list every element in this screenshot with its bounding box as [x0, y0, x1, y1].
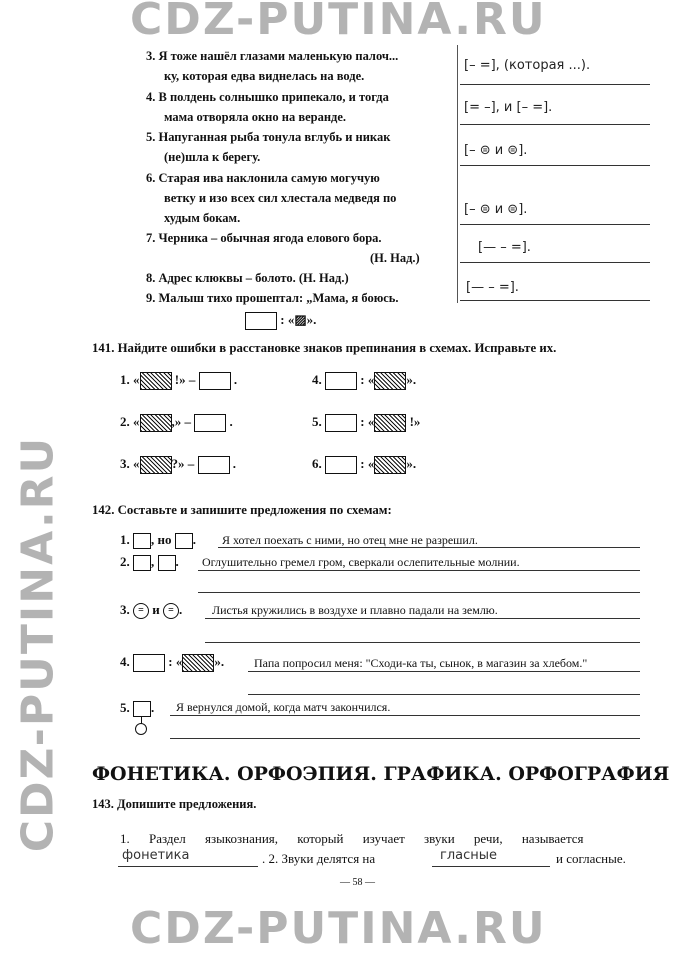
- citation: (Н. Над.): [370, 251, 420, 265]
- sentence-line: худым бокам.: [164, 211, 241, 225]
- watermark: CDZ-PUTINA.RU: [130, 903, 547, 954]
- direct-speech-scheme: [245, 312, 316, 330]
- scheme-item: 4. : « ».: [120, 654, 224, 672]
- handwritten-scheme: [– ⊜ и ⊜].: [464, 143, 528, 158]
- answer-text: Папа попросил меня: "Сходи-ка ты, сынок, в магазин за хлебом.": [254, 656, 588, 670]
- sentence-line: ку, которая едва виднелась на воде.: [164, 69, 365, 83]
- scheme-item: 2. « ,» – .: [120, 414, 233, 432]
- watermark: CDZ-PUTINA.RU: [12, 435, 64, 853]
- scheme-item: 4. : « ».: [312, 372, 416, 390]
- watermark: CDZ-PUTINA.RU: [130, 0, 547, 45]
- sentence-line: 6. Старая ива наклонила самую могучую: [146, 171, 380, 185]
- answer-text: Оглушительно гремел гром, сверкали ослепительные молнии.: [202, 555, 520, 569]
- ex142-title: 142. Составьте и запишите предложения по схемам:: [92, 503, 392, 517]
- answer-text: Я хотел поехать с ними, но отец мне не разрешил.: [222, 533, 478, 547]
- handwritten-scheme: [– ⊜ и ⊜].: [464, 202, 528, 217]
- scheme-item: 5. .: [120, 700, 154, 717]
- sentence-line: 5. Напуганная рыба тонула вглубь и никак: [146, 130, 391, 144]
- handwritten-scheme: [= –], и [– =].: [464, 100, 553, 115]
- handwritten-scheme: [— – =].: [478, 240, 531, 255]
- scheme-item: 3. = и = .: [120, 602, 182, 619]
- scheme-item: 5. : « !»: [312, 414, 420, 432]
- sentence-line: 4. В полдень солнышко припекало, и тогда: [146, 90, 389, 104]
- scheme-item: 1. « !» – .: [120, 372, 237, 390]
- column-divider: [457, 45, 458, 303]
- page-number: — 58 —: [340, 877, 375, 888]
- handwritten-scheme: [– =], (которая ...).: [464, 58, 591, 73]
- scheme-item: 6. : « ».: [312, 456, 416, 474]
- ex143-text: и согласные.: [556, 851, 626, 866]
- scheme-punct: :: [280, 312, 285, 327]
- sentence-line: 8. Адрес клюквы – болото. (Н. Над.): [146, 271, 349, 285]
- scheme-punct: «▨».: [287, 312, 317, 327]
- sentence-line: ветку и изо всех сил хлестала медведя по: [164, 191, 397, 205]
- ex143-text: 1. Раздел языкознания, который изучает звуки речи, называется: [120, 831, 584, 846]
- handwritten-answer: гласные: [440, 848, 498, 863]
- ex143-title: 143. Допишите предложения.: [92, 797, 257, 811]
- section-title: ФОНЕТИКА. ОРФОЭПИЯ. ГРАФИКА. ОРФОГРАФИЯ: [92, 763, 670, 785]
- handwritten-scheme: [— – =].: [466, 280, 519, 295]
- scheme-item: 1. , но .: [120, 532, 196, 549]
- answer-text: Я вернулся домой, когда матч закончился.: [176, 700, 391, 714]
- sentence-line: (не)шла к берегу.: [164, 150, 261, 164]
- scheme-item: 3. « ?» – .: [120, 456, 236, 474]
- sentence-line: 9. Малыш тихо прошептал: „Мама, я боюсь.: [146, 291, 399, 305]
- scheme-item: 2. , .: [120, 554, 179, 571]
- answer-text: Листья кружились в воздухе и плавно падали на землю.: [212, 603, 498, 617]
- sentence-line: мама отворяла окно на веранде.: [164, 110, 347, 124]
- scheme-box-empty: [245, 312, 277, 330]
- handwritten-answer: фонетика: [122, 848, 190, 863]
- ex141-title: 141. Найдите ошибки в расстановке знаков препинания в схемах. Исправьте их.: [92, 341, 557, 355]
- sentence-line: 3. Я тоже нашёл глазами маленькую палоч...: [146, 49, 399, 63]
- ex143-text: . 2. Звуки делятся на: [262, 851, 376, 866]
- sentence-line: 7. Черника – обычная ягода елового бора.: [146, 231, 382, 245]
